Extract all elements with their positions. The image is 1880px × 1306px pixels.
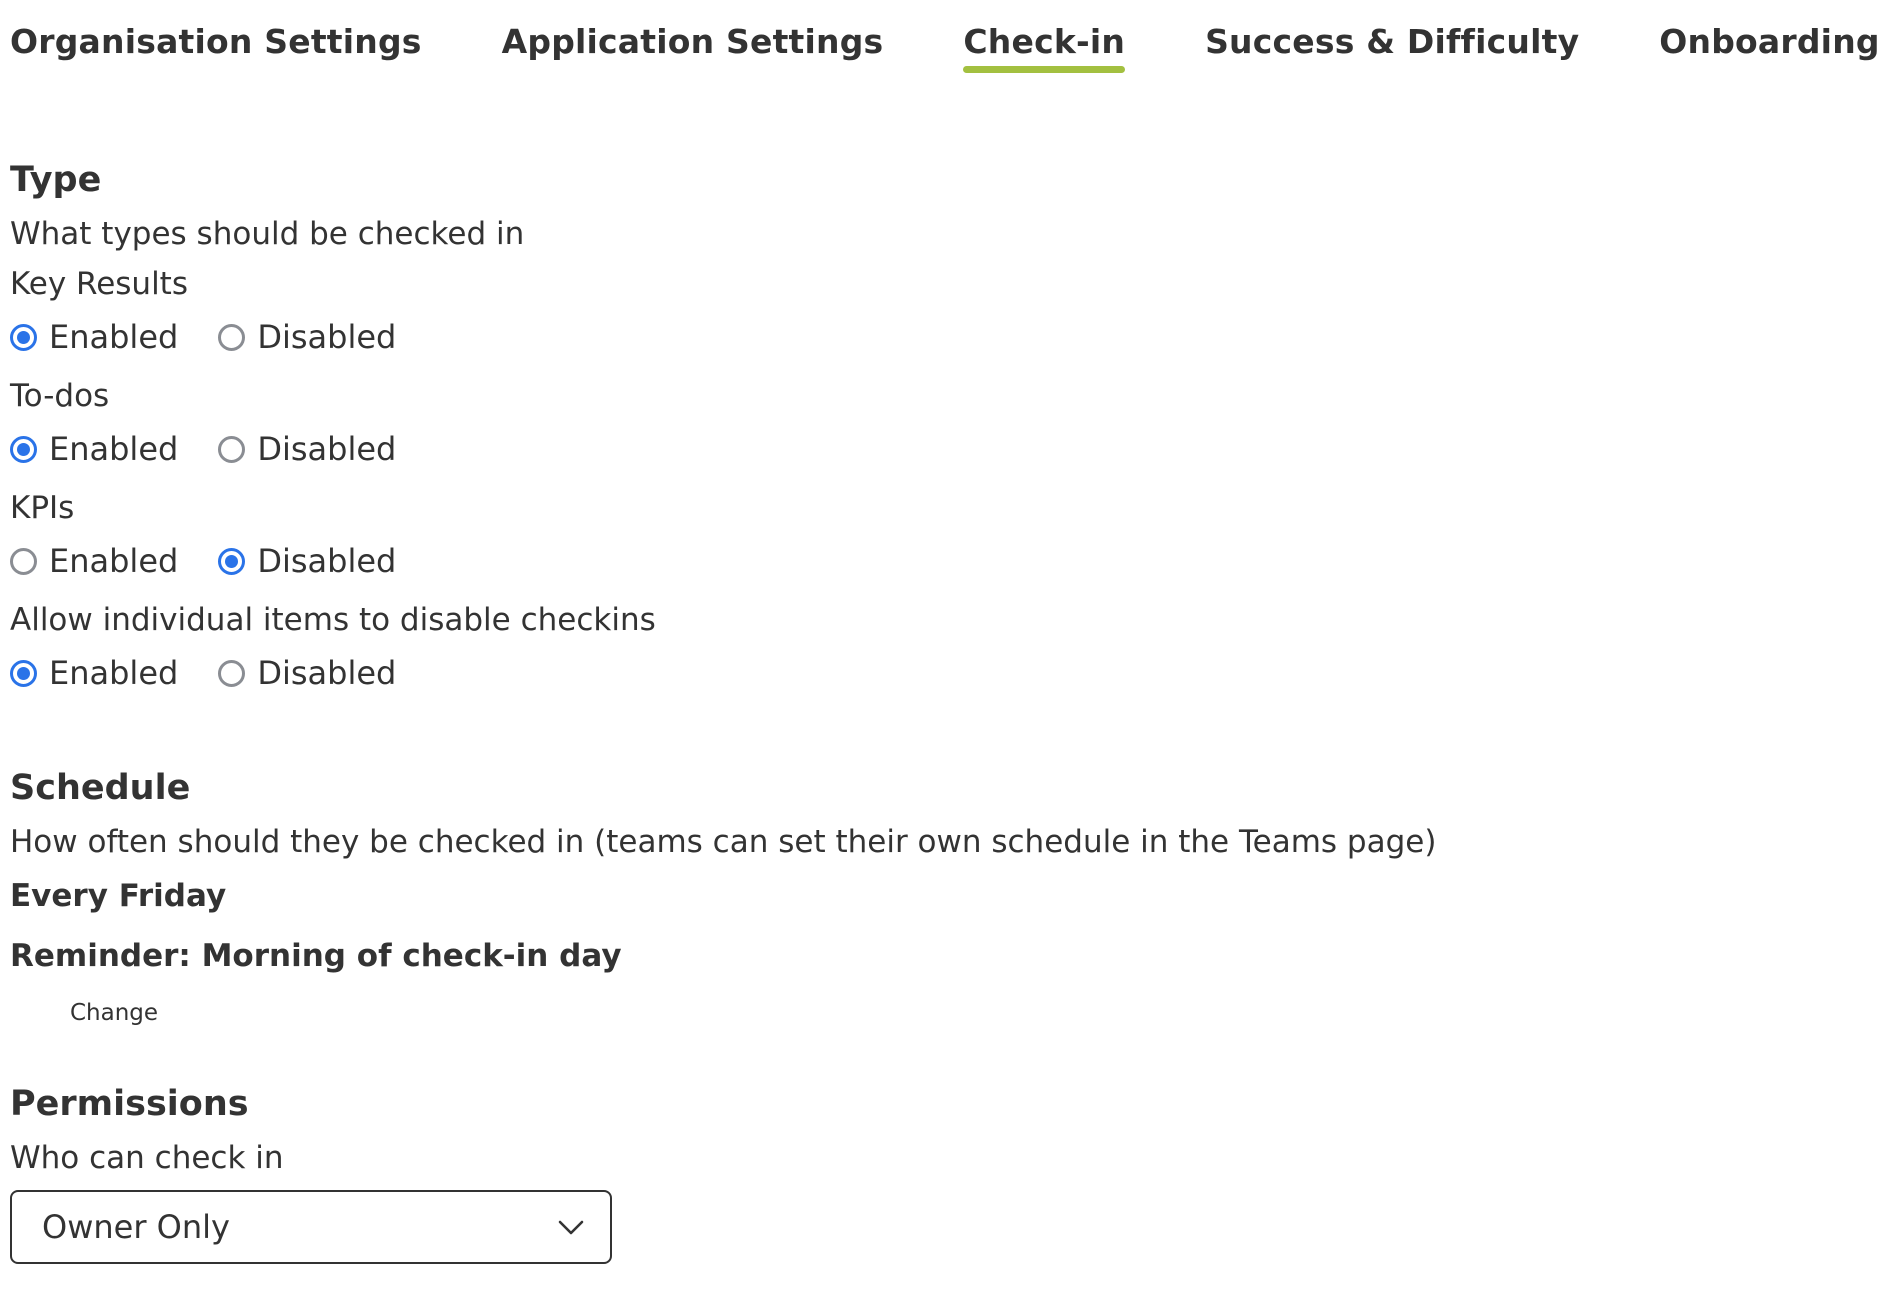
settings-tabs [10, 22, 1880, 73]
schedule-section-description: How often should they be checked in (teams can set their own schedule in the Teams page) [10, 824, 1437, 860]
tab-organisation-settings[interactable]: Organisation Settings [10, 22, 422, 61]
setting-label: To-dos [10, 378, 110, 414]
settings-content [10, 150, 1710, 1264]
setting-label: KPIs [10, 490, 75, 526]
radio-option-label: Disabled [257, 542, 397, 580]
radio-option-label: Enabled [49, 318, 179, 356]
who-can-check-in-select[interactable] [10, 1190, 612, 1264]
radio-option-enabled[interactable] [10, 318, 178, 356]
tab-onboarding[interactable]: Onboarding [1659, 22, 1880, 61]
setting-kpis [10, 482, 1710, 588]
schedule-frequency: Every Friday [10, 878, 227, 914]
setting-allow-disable-checkins [10, 594, 1710, 700]
radio-unchecked-icon[interactable] [10, 548, 37, 575]
radio-checked-icon[interactable] [10, 324, 37, 351]
setting-todos [10, 370, 1710, 476]
permissions-section-description: Who can check in [10, 1140, 284, 1176]
radio-option-disabled[interactable] [218, 430, 396, 468]
tab-application-settings[interactable]: Application Settings [501, 22, 884, 61]
type-section-description: What types should be checked in [10, 216, 525, 252]
chevron-down-icon [558, 1217, 584, 1237]
radio-unchecked-icon[interactable] [218, 436, 245, 463]
radio-option-disabled[interactable] [218, 318, 396, 356]
radio-group [10, 310, 1710, 364]
radio-option-disabled[interactable] [218, 542, 396, 580]
permissions-section-title: Permissions [10, 1084, 249, 1124]
radio-option-enabled[interactable] [10, 542, 178, 580]
radio-option-label: Enabled [49, 654, 179, 692]
change-schedule-button[interactable]: Change [70, 1000, 159, 1026]
radio-unchecked-icon[interactable] [218, 660, 245, 687]
radio-option-disabled[interactable] [218, 654, 396, 692]
schedule-section-title: Schedule [10, 768, 191, 808]
schedule-section [10, 758, 1710, 1026]
radio-checked-icon[interactable] [218, 548, 245, 575]
radio-unchecked-icon[interactable] [218, 324, 245, 351]
radio-group [10, 534, 1710, 588]
type-section-title: Type [10, 160, 102, 200]
select-value: Owner Only [42, 1208, 230, 1246]
setting-label: Key Results [10, 266, 188, 302]
radio-option-label: Disabled [257, 430, 397, 468]
radio-group [10, 422, 1710, 476]
radio-option-label: Disabled [257, 654, 397, 692]
setting-label: Allow individual items to disable checkins [10, 602, 656, 638]
radio-checked-icon[interactable] [10, 436, 37, 463]
setting-key-results [10, 258, 1710, 364]
schedule-reminder: Reminder: Morning of check-in day [10, 938, 622, 974]
radio-group [10, 646, 1710, 700]
radio-option-label: Disabled [257, 318, 397, 356]
tab-success-difficulty[interactable]: Success & Difficulty [1205, 22, 1580, 61]
radio-checked-icon[interactable] [10, 660, 37, 687]
radio-option-label: Enabled [49, 430, 179, 468]
tab-check-in[interactable]: Check-in [963, 22, 1125, 73]
radio-option-enabled[interactable] [10, 430, 178, 468]
permissions-section [10, 1074, 1710, 1264]
type-section [10, 150, 1710, 700]
radio-option-enabled[interactable] [10, 654, 178, 692]
radio-option-label: Enabled [49, 542, 179, 580]
